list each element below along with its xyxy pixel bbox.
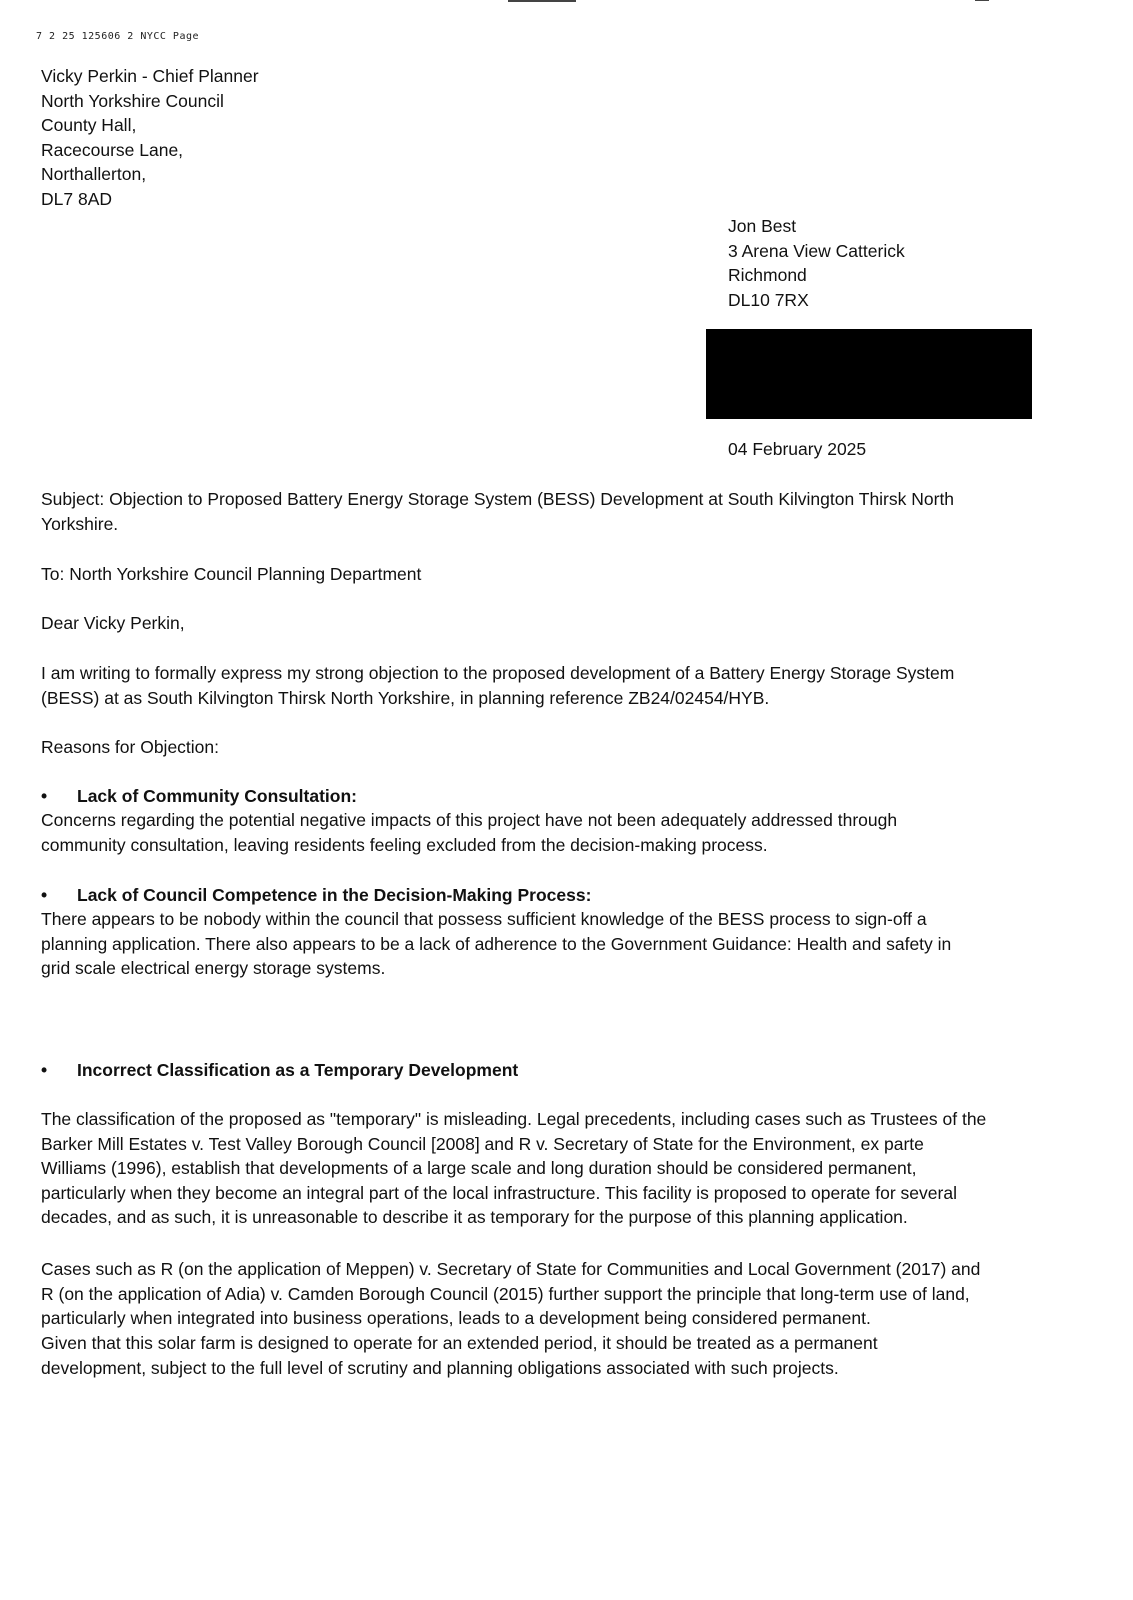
reasons-heading: Reasons for Objection: — [41, 737, 220, 757]
intro-text: (BESS) at as South Kilvington Thirsk North Yorkshire, in planning reference ZB24/02454/HYB. — [41, 687, 770, 708]
objection-title-text: Lack of Council Competence in the Decision-Making Process: — [77, 885, 592, 905]
fax-header: 7 2 25 125606 2 NYCC Page — [36, 31, 200, 42]
objection-title — [41, 784, 357, 809]
bullet-icon: • — [41, 786, 48, 806]
recipient-line: Racecourse Lane, — [41, 139, 184, 160]
objection-text: particularly when integrated into business operations, leads to a development being considered permanent. — [41, 1308, 871, 1328]
recipient-line: County Hall, — [41, 115, 137, 135]
recipient-line: Northallerton, — [41, 164, 147, 184]
scan-artifact — [508, 0, 576, 2]
objection-text: There appears to be nobody within the council that possess sufficient knowledge of the BESS process to sign-off a — [41, 909, 927, 929]
objection-body — [41, 1257, 1101, 1331]
recipient-line: North Yorkshire Council — [41, 90, 224, 111]
objection-title-text: Lack of Community Consultation: — [77, 786, 357, 806]
recipient-line: DL7 8AD — [41, 188, 113, 209]
objection-title — [41, 883, 591, 908]
objection-text: development, subject to the full level of scrutiny and planning obligations associated with such projects. — [41, 1357, 839, 1378]
subject-text: Yorkshire. — [41, 513, 119, 534]
subject-line — [41, 487, 1081, 536]
sender-line: DL10 7RX — [728, 289, 809, 310]
recipient-address — [41, 64, 259, 211]
redaction-box — [706, 329, 1032, 419]
sender-line: Jon Best — [728, 216, 797, 236]
objection-title — [41, 1058, 518, 1083]
objection-text: Williams (1996), establish that developments of a large scale and long duration should be considered permanent, — [41, 1158, 917, 1178]
objection-text: particularly when they become an integral part of the local infrastructure. This facility is proposed to operate for several — [41, 1182, 957, 1203]
intro-paragraph — [41, 661, 1086, 710]
scan-artifact — [975, 0, 989, 1]
objection-text: Concerns regarding the potential negative impacts of this project have not been adequately addressed through — [41, 810, 898, 830]
bullet-icon: • — [41, 885, 48, 905]
to-line: To: North Yorkshire Council Planning Department — [41, 564, 422, 584]
intro-text: I am writing to formally express my strong objection to the proposed development of a Battery Energy Storage System — [41, 663, 955, 683]
objection-title-text: Incorrect Classification as a Temporary Development — [77, 1060, 519, 1080]
subject-text: Subject: Objection to Proposed Battery Energy Storage System (BESS) Development at South Kilvington Thirsk North — [41, 489, 955, 509]
objection-body — [41, 1331, 1101, 1380]
sender-line: 3 Arena View Catterick — [728, 240, 905, 261]
objection-text: Cases such as R (on the application of Meppen) v. Secretary of State for Communities and Local Government (2017) and — [41, 1259, 981, 1279]
salutation: Dear Vicky Perkin, — [41, 613, 185, 633]
bullet-icon: • — [41, 1060, 48, 1080]
letter-date: 04 February 2025 — [728, 439, 867, 459]
objection-body — [41, 1107, 1101, 1230]
objection-body — [41, 907, 1086, 981]
objection-text: R (on the application of Adia) v. Camden Borough Council (2015) further support the principle that long-term use of land, — [41, 1283, 970, 1304]
objection-text: grid scale electrical energy storage systems. — [41, 958, 386, 978]
recipient-line: Vicky Perkin - Chief Planner — [41, 66, 259, 86]
objection-text: decades, and as such, it is unreasonable to describe it as temporary for the purpose of this planning application. — [41, 1207, 908, 1227]
objection-text: Given that this solar farm is designed to operate for an extended period, it should be treated as a permanent — [41, 1333, 878, 1353]
objection-body — [41, 808, 1086, 857]
sender-address — [728, 214, 905, 312]
objection-text: planning application. There also appears to be a lack of adherence to the Government Guidance: Health and safety in — [41, 933, 952, 954]
objection-text: The classification of the proposed as "temporary" is misleading. Legal precedents, including cases such as Trustees of the — [41, 1109, 987, 1129]
objection-text: community consultation, leaving residents feeling excluded from the decision-making process. — [41, 834, 768, 855]
sender-line: Richmond — [728, 265, 807, 285]
objection-text: Barker Mill Estates v. Test Valley Borough Council [2008] and R v. Secretary of State for the Environment, ex parte — [41, 1133, 924, 1154]
